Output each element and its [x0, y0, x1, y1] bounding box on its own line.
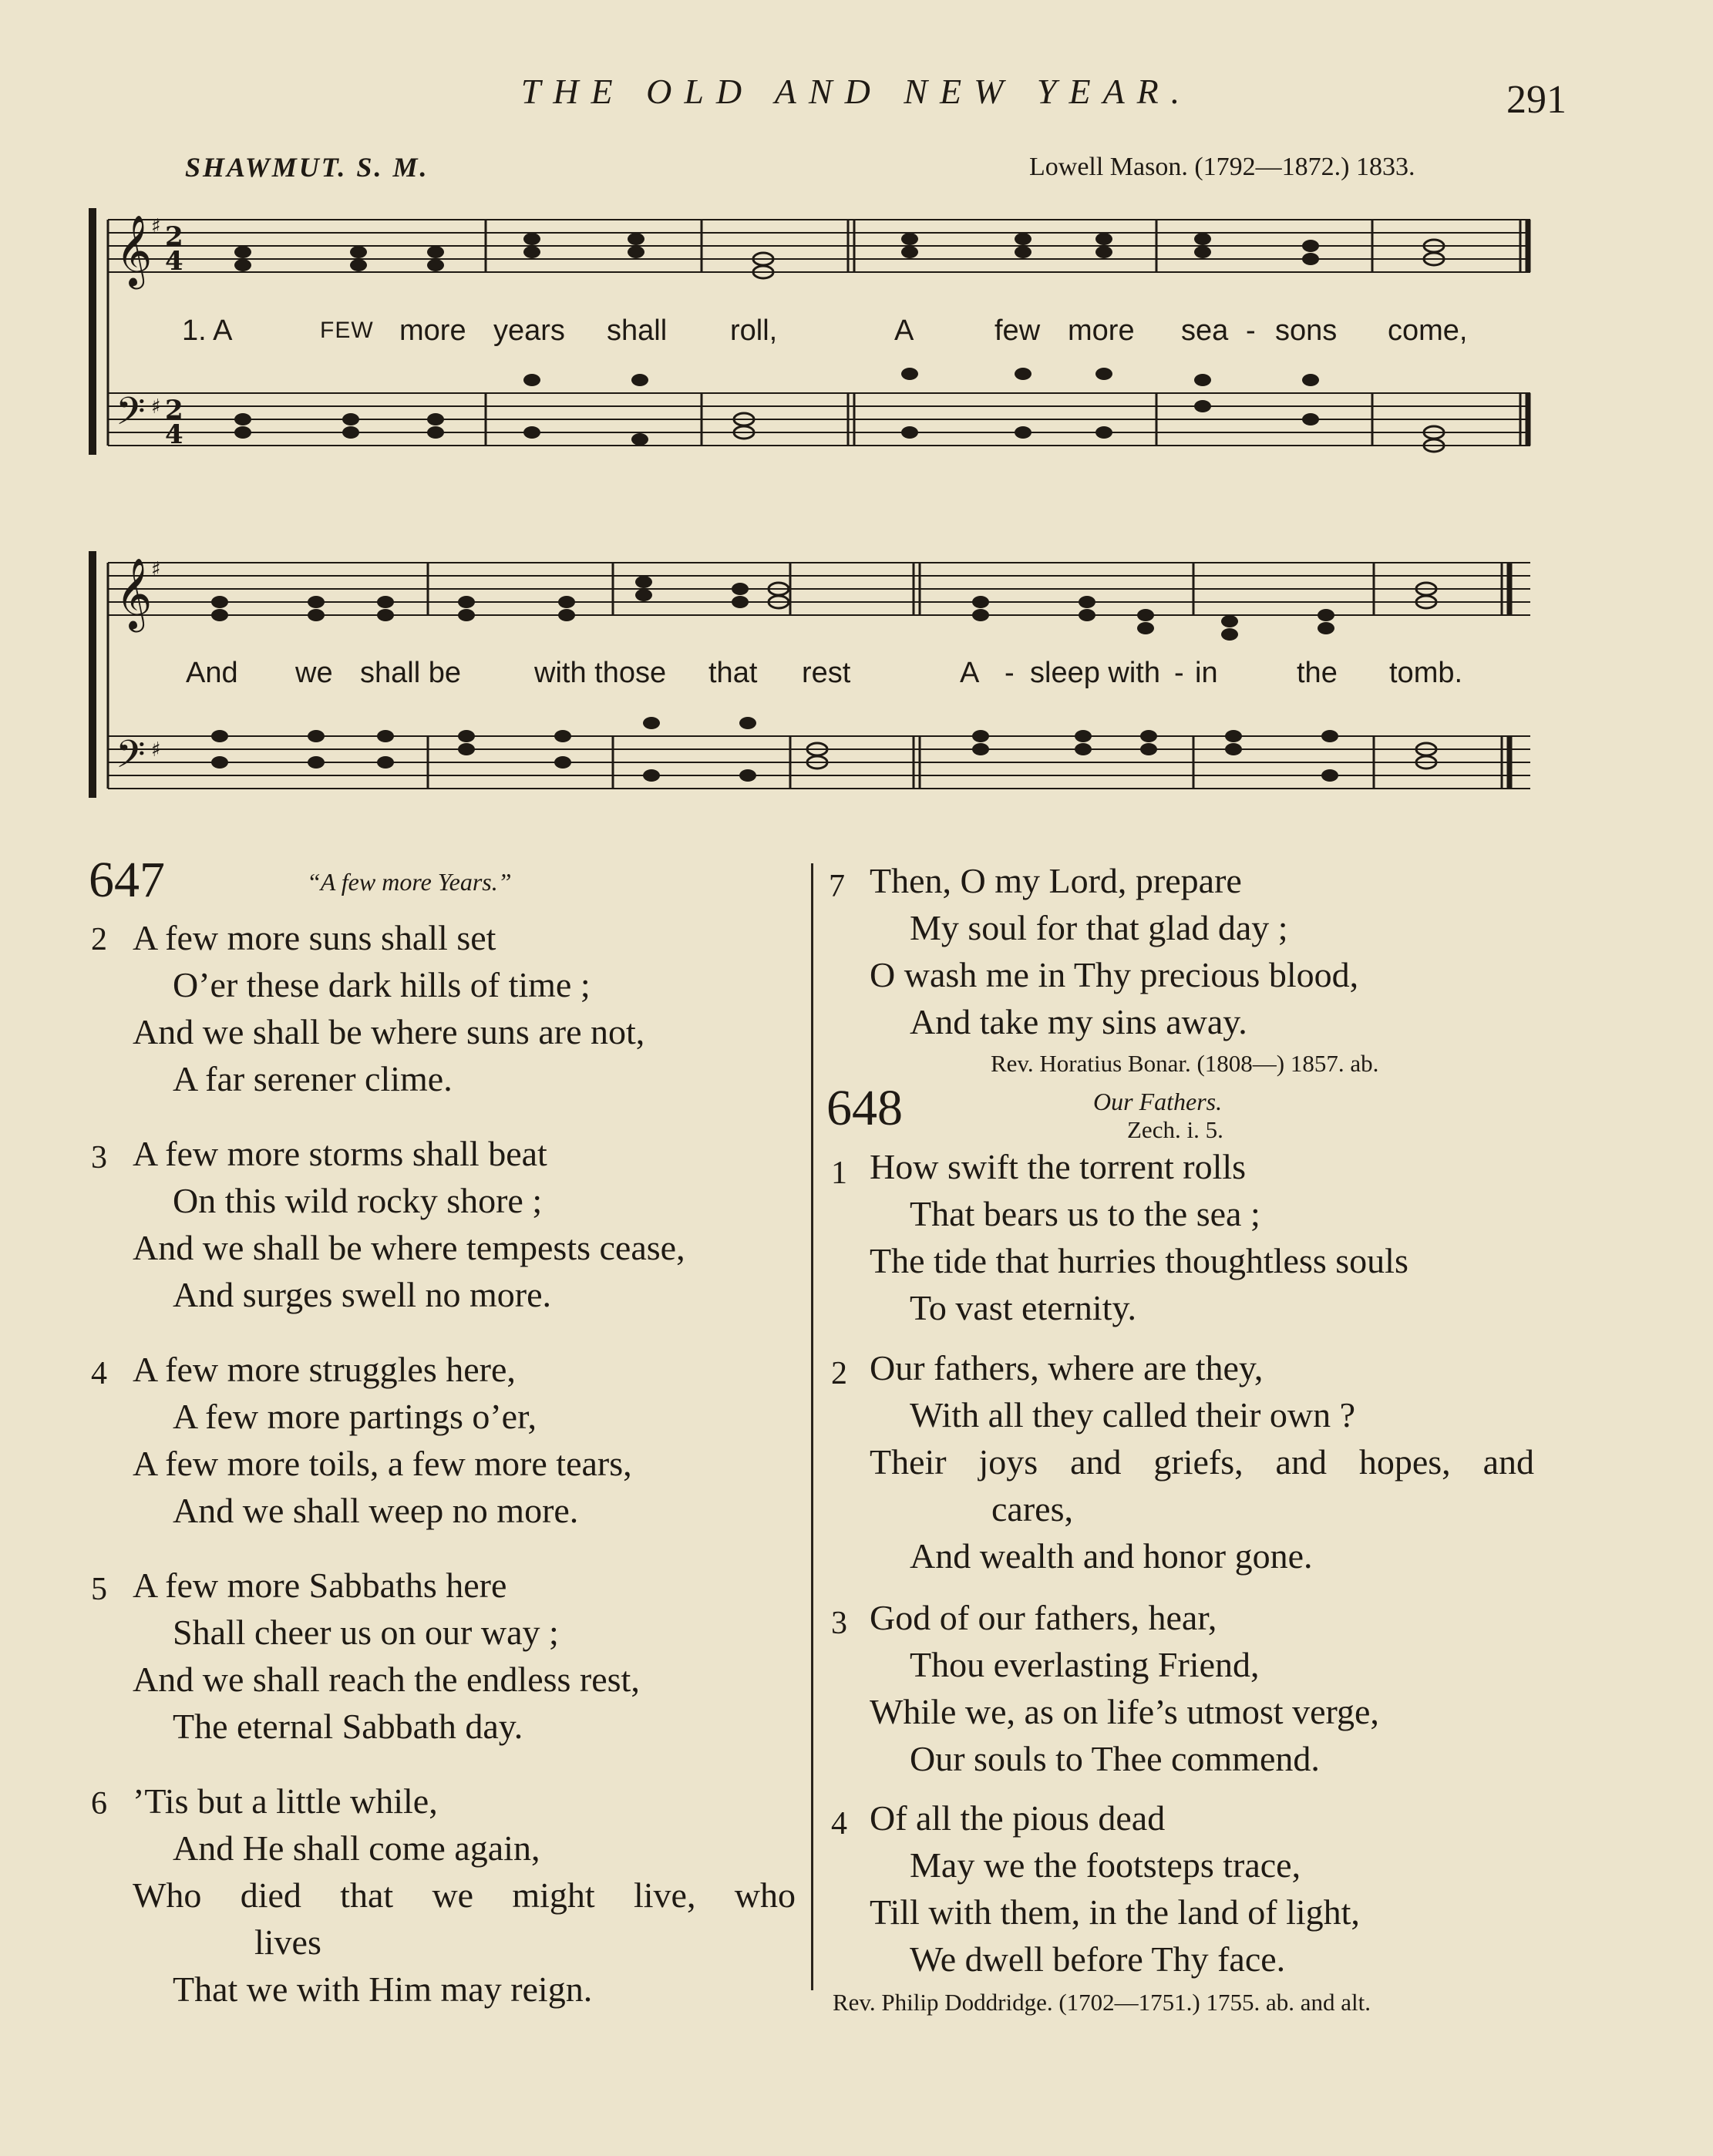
lyric-syllable: that: [708, 657, 758, 689]
page-number: 291: [1506, 78, 1567, 122]
verse-line: A far serener clime.: [173, 1059, 453, 1098]
verse-line: And surges swell no more.: [173, 1275, 552, 1314]
svg-text:♯: ♯: [151, 215, 161, 238]
lyric-syllable: we: [295, 657, 333, 689]
svg-text:♯: ♯: [151, 738, 161, 762]
verse-line: And wealth and honor gone.: [910, 1536, 1313, 1576]
lyric-syllable: -: [1174, 657, 1184, 689]
lyric-syllable: the: [1297, 657, 1338, 689]
verse-line: cares,: [991, 1489, 1073, 1529]
verse-line: And we shall be where tempests cease,: [133, 1228, 685, 1267]
verse-line: The eternal Sabbath day.: [173, 1707, 523, 1746]
music-score: [0, 0, 1713, 848]
verse-line: Of all the pious dead: [870, 1798, 1166, 1838]
verse-number: 2: [91, 922, 107, 957]
verse-line: A few more struggles here,: [133, 1350, 516, 1389]
verse-number: 6: [91, 1786, 107, 1821]
verse-line: That bears us to the sea ;: [910, 1194, 1260, 1233]
svg-text:𝄞: 𝄞: [116, 557, 153, 629]
verse-line: To vast eternity.: [910, 1288, 1136, 1327]
lyric-syllable: And: [186, 657, 238, 689]
lyric-syllable: roll,: [730, 314, 778, 347]
hymn-attribution: Rev. Philip Doddridge. (1702—1751.) 1755. ab. and alt.: [833, 1989, 1371, 2016]
svg-text:2: 2: [165, 221, 183, 252]
verse-number: 5: [91, 1572, 107, 1607]
lyric-syllable: sea: [1181, 314, 1229, 347]
lyric-syllable: FEW: [320, 318, 374, 343]
verse-number: 4: [831, 1806, 847, 1842]
hymn-number: 648: [826, 1080, 903, 1136]
verse-line: Thou everlasting Friend,: [910, 1645, 1260, 1684]
column-divider: [811, 863, 813, 1990]
hymn-title: Our Fathers.: [1093, 1088, 1223, 1115]
verse-line: May we the footsteps trace,: [910, 1845, 1301, 1885]
verse-line: Then, O my Lord, prepare: [870, 861, 1242, 900]
verse-line: We dwell before Thy face.: [910, 1939, 1286, 1979]
svg-text:4: 4: [165, 246, 183, 277]
verse-line: A few more partings o’er,: [173, 1397, 537, 1436]
lyric-syllable: more: [399, 314, 466, 347]
scripture-reference: Zech. i. 5.: [1127, 1116, 1223, 1143]
verse-line: That we with Him may reign.: [173, 1969, 593, 2009]
svg-text:4: 4: [165, 419, 183, 450]
lyric-syllable: -: [1246, 314, 1256, 347]
verse-line: O wash me in Thy precious blood,: [870, 955, 1359, 994]
verse-line: Our souls to Thee commend.: [910, 1739, 1320, 1778]
verse-number: 3: [91, 1140, 107, 1176]
verse-line: And take my sins away.: [910, 1002, 1247, 1041]
verse-line: A few more toils, a few more tears,: [133, 1444, 632, 1483]
verse-line: And we shall weep no more.: [173, 1491, 579, 1530]
verse-line: And we shall reach the endless rest,: [133, 1660, 640, 1699]
verse-line: Our fathers, where are they,: [870, 1348, 1264, 1387]
lyric-syllable: sons: [1275, 314, 1338, 347]
verse-line: Who died that we might live, who: [133, 1875, 796, 1915]
lyric-syllable: shall: [607, 314, 668, 347]
verse-line: Shall cheer us on our way ;: [173, 1613, 559, 1652]
verse-number: 7: [829, 869, 845, 904]
svg-text:♯: ♯: [151, 395, 161, 419]
lyric-syllable: shall be: [360, 657, 461, 689]
verse-number: 3: [831, 1606, 847, 1641]
lyric-syllable: A: [960, 657, 980, 689]
verse-line: ’Tis but a little while,: [133, 1781, 438, 1821]
svg-text:𝄞: 𝄞: [116, 214, 153, 286]
lyric-syllable: rest: [802, 657, 851, 689]
verse-number: 2: [831, 1356, 847, 1391]
lyric-syllable: tomb.: [1389, 657, 1463, 689]
verse-line: And we shall be where suns are not,: [133, 1012, 645, 1051]
verse-line: O’er these dark hills of time ;: [173, 965, 591, 1004]
lyric-syllable: in: [1195, 657, 1218, 689]
verse-line: Their joys and griefs, and hopes, and: [870, 1442, 1534, 1482]
verse-number: 1: [831, 1155, 847, 1191]
svg-text:2: 2: [165, 395, 183, 425]
verse-line: With all they called their own ?: [910, 1395, 1356, 1435]
verse-line: My soul for that glad day ;: [910, 908, 1288, 947]
verse-line: And He shall come again,: [173, 1828, 540, 1868]
verse-line: On this wild rocky shore ;: [173, 1181, 543, 1220]
svg-text:𝄢: 𝄢: [116, 732, 146, 786]
lyric-syllable: few: [994, 314, 1041, 347]
lyric-syllable: -: [1005, 657, 1015, 689]
svg-text:𝄢: 𝄢: [116, 389, 146, 443]
running-head: THE OLD AND NEW YEAR.: [520, 72, 1193, 111]
verse-line: lives: [254, 1922, 321, 1962]
verse-line: The tide that hurries thoughtless souls: [870, 1241, 1408, 1280]
svg-text:♯: ♯: [151, 558, 161, 581]
verse-line: While we, as on life’s utmost verge,: [870, 1692, 1379, 1731]
verse-line: How swift the torrent rolls: [870, 1147, 1247, 1186]
verse-number: 4: [91, 1356, 107, 1391]
tune-name: SHAWMUT. S. M.: [185, 152, 429, 183]
lyric-syllable: sleep with: [1030, 657, 1160, 689]
verse-line: God of our fathers, hear,: [870, 1598, 1217, 1637]
lyric-syllable: 1. A: [182, 314, 233, 347]
verse-line: A few more suns shall set: [133, 918, 496, 957]
verse-line: A few more storms shall beat: [133, 1134, 547, 1173]
lyric-syllable: years: [493, 314, 565, 347]
lyric-syllable: A: [894, 314, 914, 347]
hymn-title: “A few more Years.”: [307, 868, 512, 896]
hymn-number: 647: [89, 852, 165, 908]
lyric-syllable: more: [1068, 314, 1135, 347]
verse-line: A few more Sabbaths here: [133, 1566, 507, 1605]
lyric-syllable: with those: [534, 657, 667, 689]
lyric-syllable: come,: [1388, 314, 1468, 347]
tune-composer: Lowell Mason. (1792—1872.) 1833.: [1029, 153, 1415, 181]
hymn-attribution: Rev. Horatius Bonar. (1808—) 1857. ab.: [991, 1050, 1379, 1077]
verse-line: Till with them, in the land of light,: [870, 1892, 1360, 1932]
